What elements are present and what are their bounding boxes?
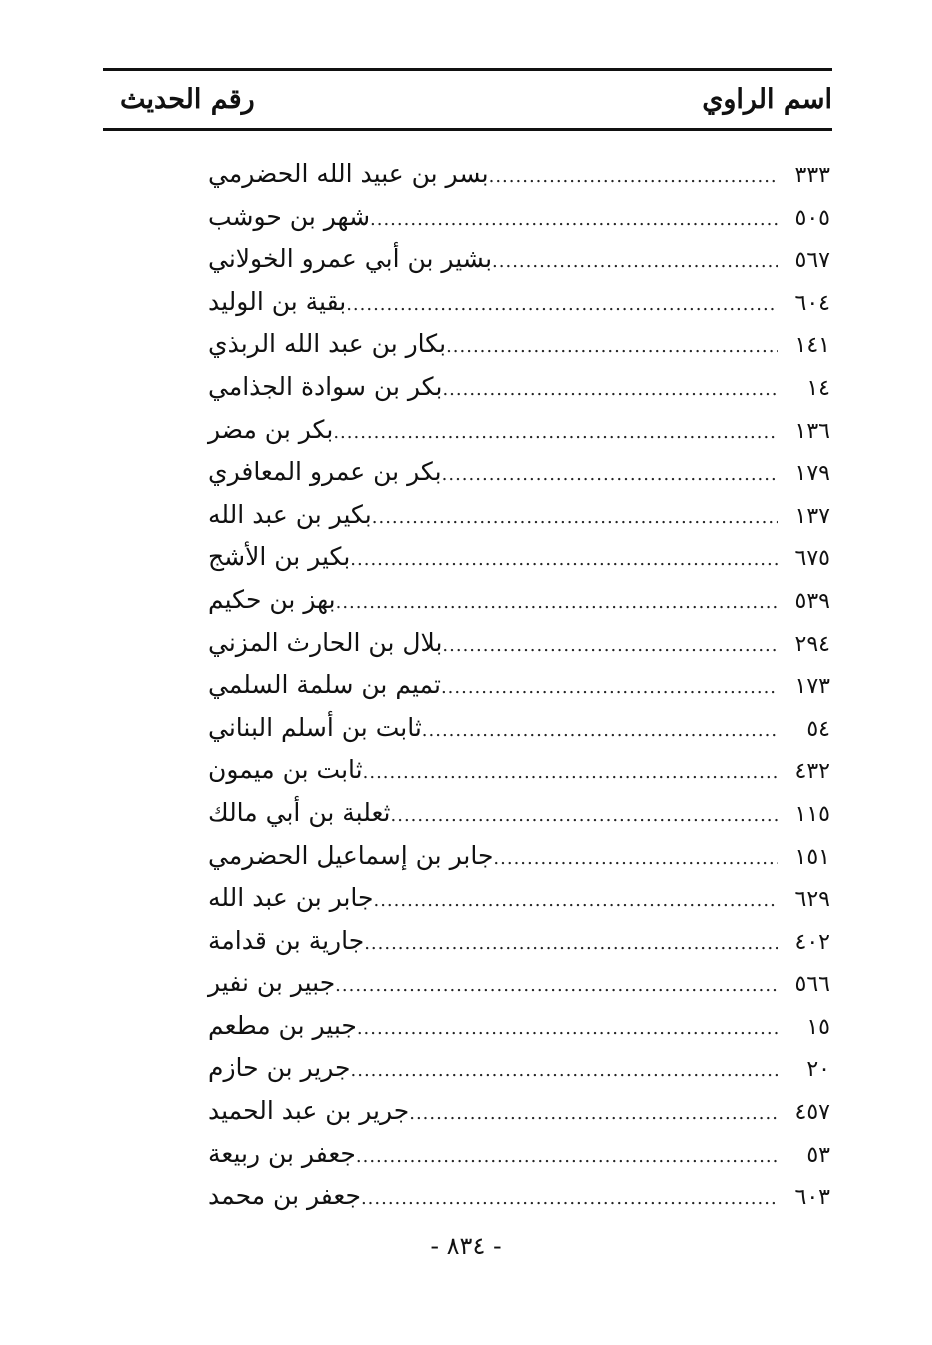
narrator-name: بكير بن عبد الله [208,499,372,529]
narrator-name: ثابت بن أسلم البناني [208,712,422,742]
dot-leader [336,592,778,613]
index-entry-row [200,500,830,543]
index-entry-row [200,628,830,671]
hadith-number: ٥٦٦ [794,972,830,998]
narrator-name: جعفر بن محمد [208,1181,361,1211]
narrator-name: بهز بن حكيم [208,584,336,614]
narrator-name: جابر بن إسماعيل الحضرمي [208,840,494,870]
dot-leader [357,1018,778,1039]
dot-leader [364,933,778,954]
hadith-number: ٦٠٤ [794,290,830,316]
hadith-number: ٤٥٧ [794,1100,830,1126]
dot-leader [489,166,778,187]
dot-leader [492,251,778,272]
index-entry-row [200,457,830,500]
index-entry-row [200,1096,830,1139]
dot-leader [373,890,778,911]
hadith-number: ٥٣ [806,1142,830,1168]
hadith-number: ٦٠٣ [794,1185,830,1211]
dot-leader [442,635,778,656]
dot-leader [333,422,778,443]
narrator-name: جعفر بن ربيعة [208,1138,356,1168]
index-entry-row [200,329,830,372]
index-entry-row [200,372,830,415]
header-bottom-rule [103,128,832,131]
hadith-number: ٤٣٢ [794,759,830,785]
index-entry-row [200,1053,830,1096]
hadith-number: ٥٣٩ [794,588,830,614]
narrator-name: جابر بن عبد الله [208,883,374,913]
dot-leader [391,805,778,826]
hadith-number: ١٣٧ [794,503,830,529]
narrator-name: بكر بن عمرو المعافري [208,457,442,487]
index-entry-row [200,542,830,585]
index-entry-row [200,670,830,713]
dot-leader [363,762,778,783]
hadith-number: ١٥ [806,1014,830,1040]
hadith-number: ٢٩٤ [794,631,830,657]
dot-leader [442,379,778,400]
narrator-name: جرير بن عبد الحميد [208,1096,410,1126]
hadith-number: ١٤١ [794,333,830,359]
index-entry-row [200,968,830,1011]
narrator-name-column-header: اسم الراوي [702,84,832,115]
index-entry-row [200,713,830,756]
dot-leader [422,720,778,741]
dot-leader [372,507,778,528]
dot-leader [442,464,778,485]
hadith-number: ٥٠٥ [794,205,830,231]
dot-leader [441,677,778,698]
hadith-number: ٦٧٥ [794,546,830,572]
dot-leader [356,1146,778,1167]
hadith-number-column-header: رقم الحديث [120,84,255,115]
index-entry-row [200,415,830,458]
dot-leader [361,1188,778,1209]
dot-leader [350,549,778,570]
dot-leader [351,1060,778,1081]
hadith-number: ١٤ [806,375,830,401]
index-entry-row [200,755,830,798]
hadith-number: ٥٦٧ [794,248,830,274]
index-entry-row [200,585,830,628]
narrator-name: شهر بن حوشب [208,201,371,231]
dot-leader [409,1103,778,1124]
index-entry-row [200,926,830,969]
index-entry-row [200,202,830,245]
hadith-number: ٣٣٣ [794,163,830,188]
narrator-name: بلال بن الحارث المزني [208,627,443,657]
index-entry-row [200,159,830,202]
hadith-number: ٢٠ [806,1057,830,1083]
index-entry-row [200,244,830,287]
narrator-name: ثابت بن ميمون [208,755,363,785]
dot-leader [493,848,778,869]
narrator-name: ثعلبة بن أبي مالك [208,797,391,827]
index-entry-row [200,841,830,884]
header-top-rule [103,68,832,71]
narrator-name: بسر بن عبيد الله الحضرمي [208,159,489,188]
index-entry-row [200,1181,830,1224]
hadith-number: ١٣٦ [794,418,830,444]
page-number: - ٨٣٤ - [430,1232,502,1260]
hadith-number: ١١٥ [794,801,830,827]
hadith-number: ٦٢٩ [794,887,830,913]
index-entry-row [200,883,830,926]
hadith-number: ٥٤ [806,716,830,742]
dot-leader [370,209,778,230]
hadith-number: ١٥١ [794,844,830,870]
narrator-name: بكار بن عبد الله الربذي [208,329,447,359]
narrator-name: جرير بن حازم [208,1053,351,1083]
hadith-number: ١٧٩ [794,461,830,487]
narrator-name: بكر بن مضر [208,414,334,444]
narrator-name: جارية بن قدامة [208,925,365,955]
dot-leader [446,336,778,357]
index-entry-row [200,287,830,330]
narrator-name: جبير بن نفير [208,968,336,998]
narrator-name: تميم بن سلمة السلمي [208,670,441,700]
narrator-name: جبير بن مطعم [208,1010,357,1040]
index-entry-row [200,1139,830,1182]
dot-leader [346,294,778,315]
index-entry-row [200,798,830,841]
hadith-number: ١٧٣ [794,674,830,700]
hadith-number: ٤٠٢ [794,929,830,955]
narrator-name: بكير بن الأشج [208,542,351,572]
dot-leader [335,975,778,996]
narrator-name: بشير بن أبي عمرو الخولاني [208,244,493,274]
index-entry-row [200,1011,830,1054]
narrator-index-list [200,159,830,1224]
narrator-name: بقية بن الوليد [208,286,347,316]
narrator-name: بكر بن سوادة الجذامي [208,371,443,401]
